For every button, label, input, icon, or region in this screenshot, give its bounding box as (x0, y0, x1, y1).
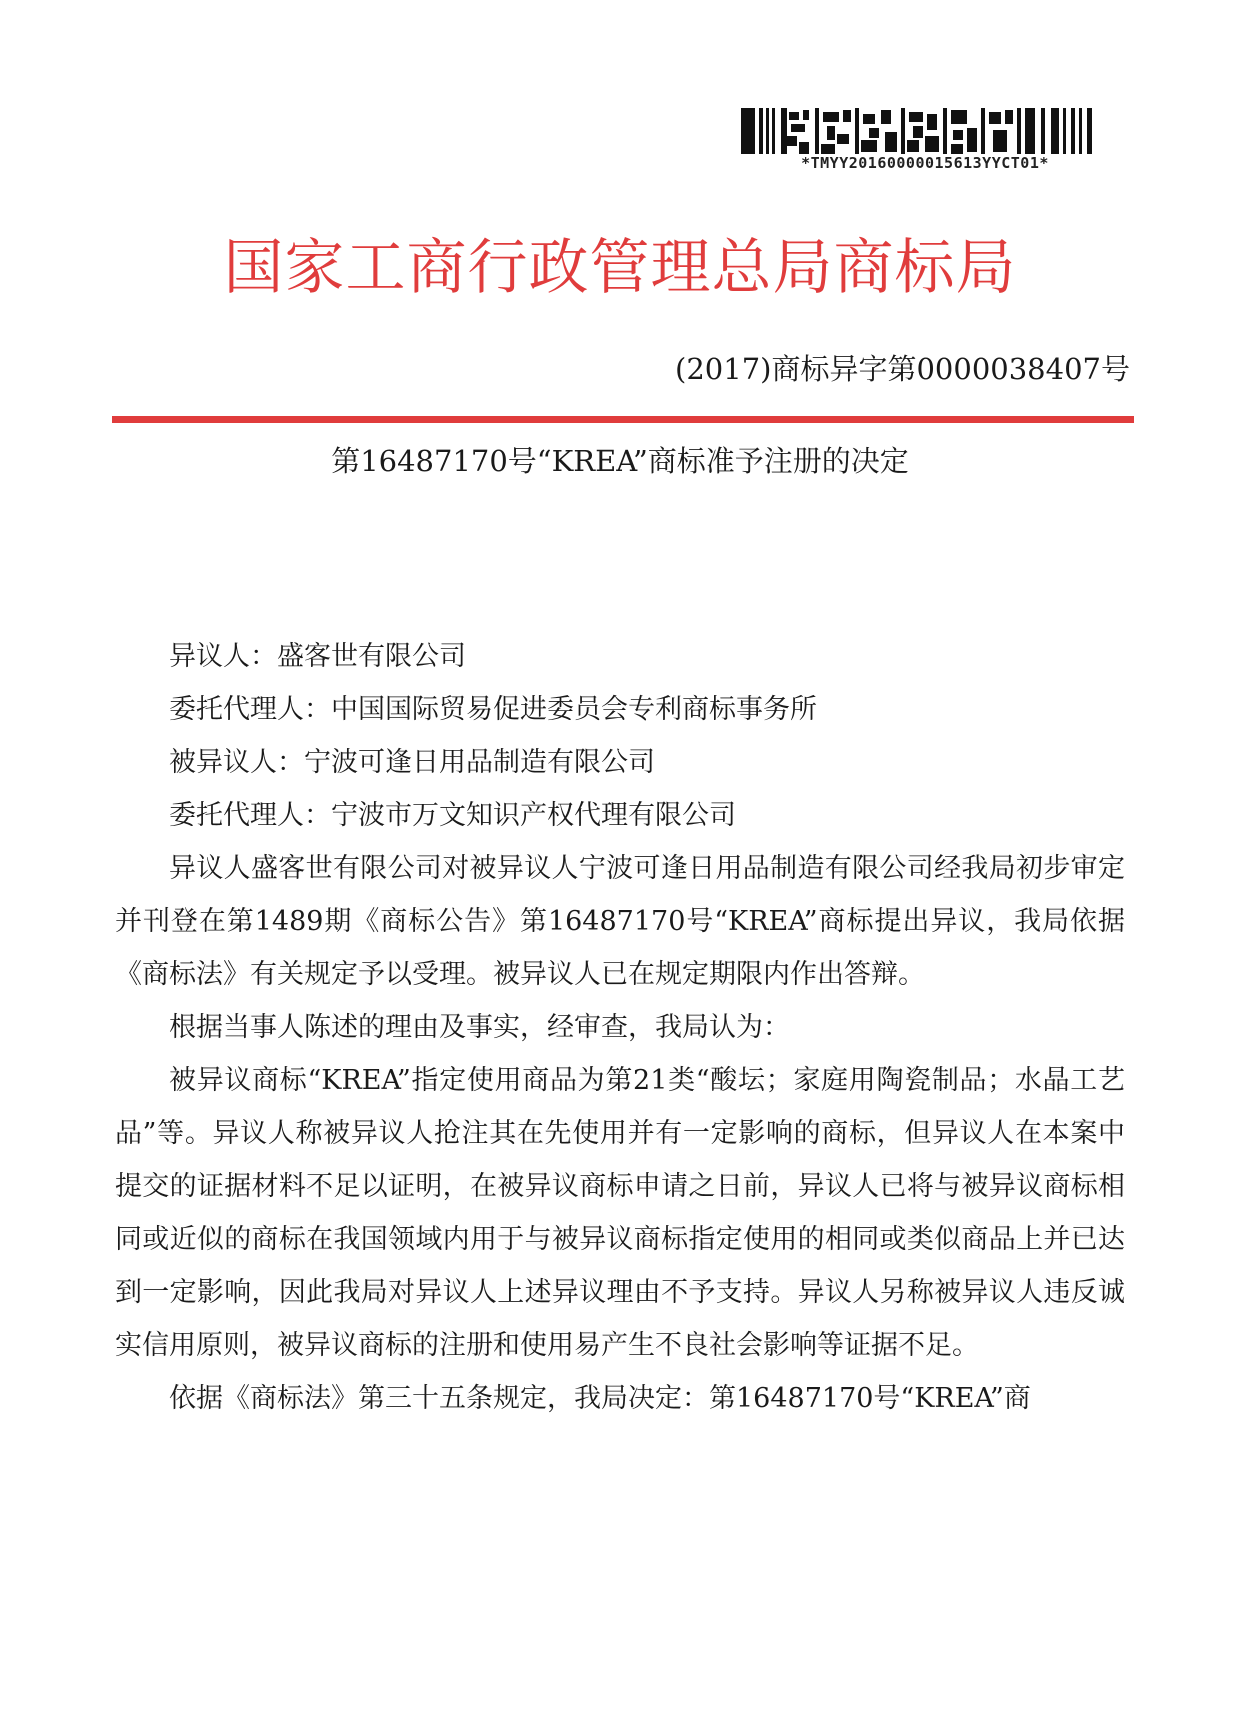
party-line-respondent-agent (115, 789, 1125, 842)
red-divider-line (112, 416, 1134, 423)
party-label: 异议人： (169, 641, 277, 672)
party-value: 中国国际贸易促进委员会专利商标事务所 (331, 694, 817, 725)
document-body (115, 630, 1125, 1425)
party-line-opponent (115, 630, 1125, 683)
barcode-image (741, 108, 1096, 154)
party-line-respondent (115, 736, 1125, 789)
barcode-block (735, 108, 1115, 170)
decision-title: 第16487170号“KREA”商标准予注册的决定 (331, 444, 909, 478)
agency-title: 国家工商行政管理总局商标局 (223, 233, 1017, 303)
party-value: 宁波可逢日用品制造有限公司 (304, 747, 655, 778)
parties-list (115, 630, 1125, 842)
party-line-opponent-agent (115, 683, 1125, 736)
barcode-code-text: *TMYY20160000015613YYCT01* (801, 154, 1049, 172)
party-label: 委托代理人： (169, 800, 331, 831)
party-label: 委托代理人： (169, 694, 331, 725)
paragraph-background: 异议人盛客世有限公司对被异议人宁波可逢日用品制造有限公司经我局初步审定并刊登在第1489期《商标公告》第16487170号“KREA”商标提出异议，我局依据《商标法》有关规定予以受理。被异议人已在规定期限内作出答辩。 (115, 853, 1125, 990)
party-value: 宁波市万文知识产权代理有限公司 (331, 800, 736, 831)
paragraph-review-intro: 根据当事人陈述的理由及事实，经审查，我局认为： (169, 1012, 790, 1043)
party-value: 盛客世有限公司 (277, 641, 466, 672)
document-number: (2017)商标异字第0000038407号 (675, 352, 1130, 386)
paragraph-decision: 依据《商标法》第三十五条规定，我局决定：第16487170号“KREA”商 (169, 1383, 1031, 1414)
party-label: 被异议人： (169, 747, 304, 778)
paragraph-findings: 被异议商标“KREA”指定使用商品为第21类“酸坛；家庭用陶瓷制品；水晶工艺品”等。异议人称被异议人抢注其在先使用并有一定影响的商标，但异议人在本案中提交的证据材料不足以证明，在被异议商标申请之日前，异议人已将与被异议商标相同或近似的商标在我国领域内用于与被异议商标指定使用的相同或类似商品上并已达到一定影响，因此我局对异议人上述异议理由不予支持。异议人另称被异议人违反诚实信用原则，被异议商标的注册和使用易产生不良社会影响等证据不足。 (115, 1065, 1125, 1361)
